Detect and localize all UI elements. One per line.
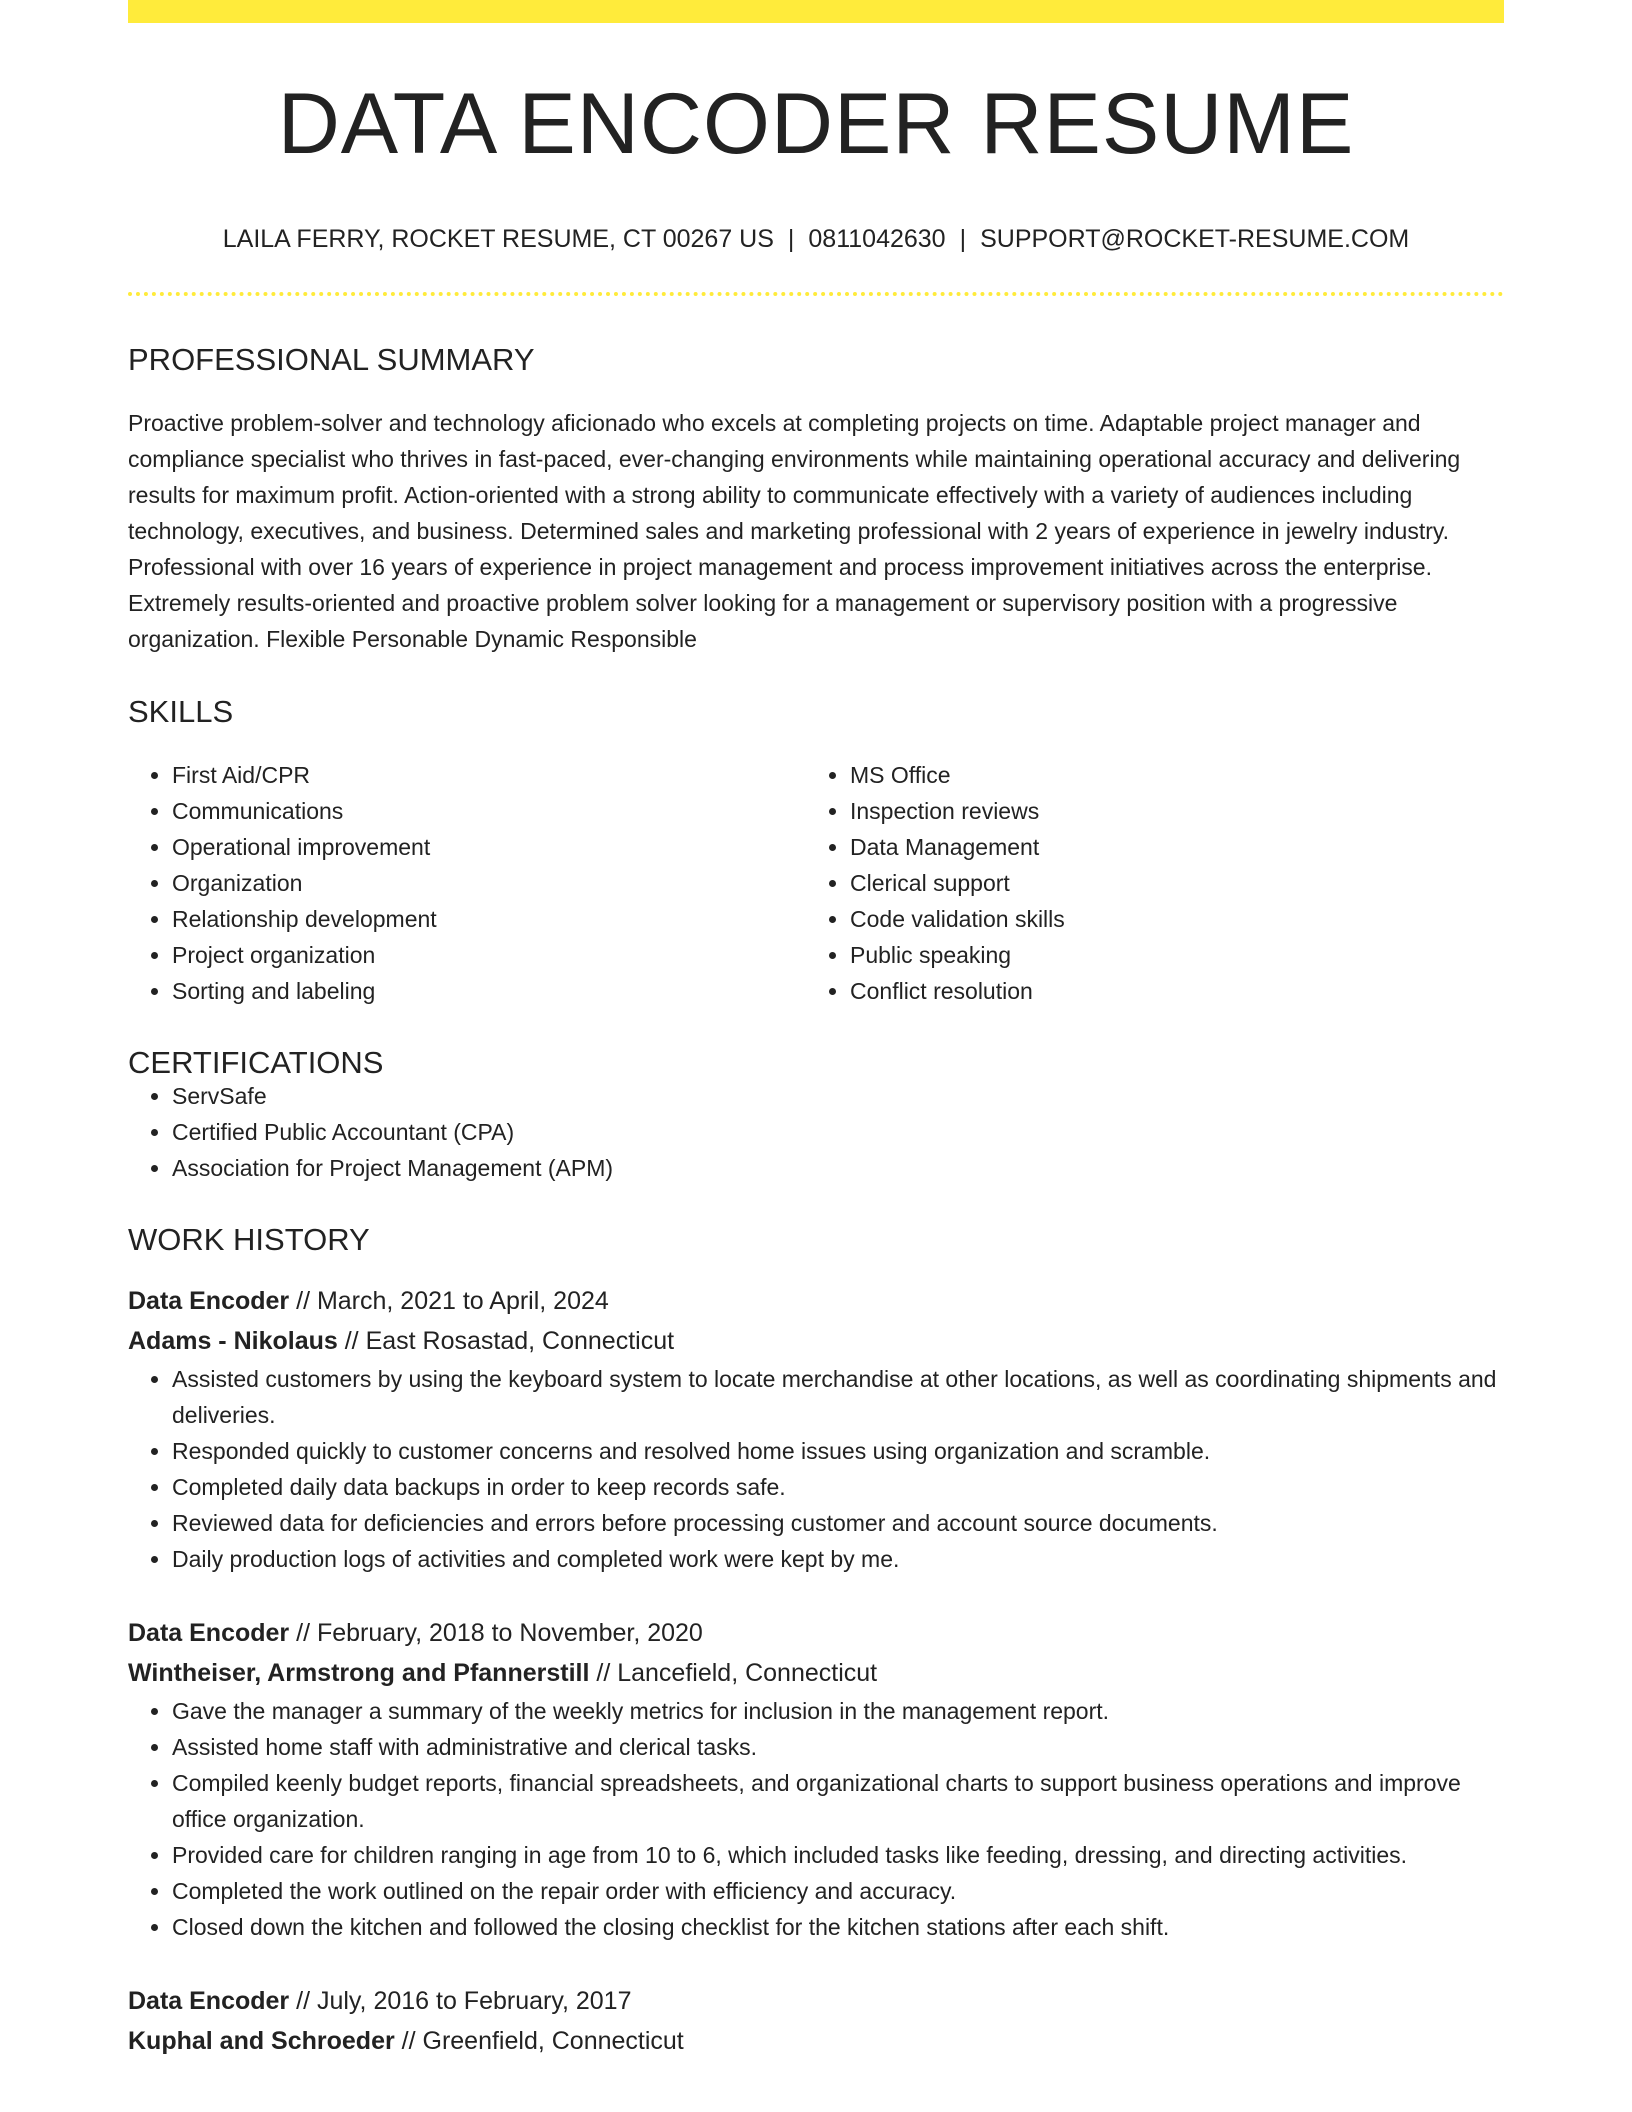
summary-heading: PROFESSIONAL SUMMARY xyxy=(128,342,535,377)
job-title-line xyxy=(128,1281,1504,1321)
job-dates: // March, 2021 to April, 2024 xyxy=(289,1287,609,1315)
skill-item: • Operational improvement xyxy=(172,829,806,865)
job-bullet: • Assisted customers by using the keyboard system to locate merchandise at other locations, as well as coordinating shipments and deliveries. xyxy=(172,1361,1504,1433)
contact-separator: | xyxy=(787,225,795,253)
certifications-heading: CERTIFICATIONS xyxy=(128,1045,384,1080)
work-history-heading: WORK HISTORY xyxy=(128,1222,370,1257)
job-bullet: • Reviewed data for deficiencies and errors before processing customer and account source documents. xyxy=(172,1505,1504,1541)
job-title: Data Encoder xyxy=(128,1987,290,2015)
contact-line xyxy=(128,227,1504,252)
job-title-line xyxy=(128,1981,1504,2021)
dotted-divider xyxy=(128,292,1504,296)
job-bullet: • Compiled keenly budget reports, financial spreadsheets, and organizational charts to support business operations and improve office organization. xyxy=(172,1765,1504,1837)
job-bullet: • Completed the work outlined on the repair order with efficiency and accuracy. xyxy=(172,1873,1504,1909)
skill-item: • Data Management xyxy=(850,829,1484,865)
job-title: Data Encoder xyxy=(128,1619,290,1647)
certification-item: • Certified Public Accountant (CPA) xyxy=(172,1114,1504,1150)
job-entry xyxy=(128,1613,1504,1945)
job-entry xyxy=(128,1981,1504,2061)
contact-separator: | xyxy=(959,225,967,253)
certification-item: • ServSafe xyxy=(172,1078,1504,1114)
skill-item: • Project organization xyxy=(172,937,806,973)
skill-item: • MS Office xyxy=(850,757,1484,793)
skills-list-left xyxy=(128,757,806,1009)
skills-list-right xyxy=(806,757,1484,1009)
skill-item: • Clerical support xyxy=(850,865,1484,901)
skill-item: • Public speaking xyxy=(850,937,1484,973)
certifications-list xyxy=(128,1078,1504,1186)
summary-text: Proactive problem-solver and technology aficionado who excels at completing projects on time. Adaptable project manager and compliance specialist who thrives in fast-paced, ever-changing environments while maintaining operational accuracy and delivering results for maximum profit. Action-oriented with a strong ability to communicate effectively with a variety of audiences including technology, executives, and business. Determined sales and marketing professional with 2 years of experience in jewelry industry. Professional with over 16 years of experience in project management and process improvement initiatives across the enterprise. Extremely results-oriented and proactive problem solver looking for a management or supervisory position with a progressive organization. Flexible Personable Dynamic Responsible xyxy=(128,410,1461,652)
skill-item: • Conflict resolution xyxy=(850,973,1484,1009)
skill-item: • Organization xyxy=(172,865,806,901)
job-location: // Lancefield, Connecticut xyxy=(589,1659,878,1687)
skills-heading: SKILLS xyxy=(128,694,234,729)
resume-title: DATA ENCODER RESUME xyxy=(277,76,1355,172)
job-bullet: • Daily production logs of activities and completed work were kept by me. xyxy=(172,1541,1504,1577)
resume-page xyxy=(128,0,1504,2061)
job-dates: // February, 2018 to November, 2020 xyxy=(289,1619,703,1647)
skill-item: • Inspection reviews xyxy=(850,793,1484,829)
job-title: Data Encoder xyxy=(128,1287,290,1315)
job-company: Kuphal and Schroeder xyxy=(128,2027,395,2055)
job-bullet-list xyxy=(128,1361,1504,1577)
job-location: // Greenfield, Connecticut xyxy=(394,2027,684,2055)
skills-grid xyxy=(128,757,1504,1009)
job-bullet: • Assisted home staff with administrative and clerical tasks. xyxy=(172,1729,1504,1765)
skill-item: • Code validation skills xyxy=(850,901,1484,937)
job-company-line xyxy=(128,1653,1504,1693)
skills-column-left xyxy=(128,757,806,1009)
job-title-line xyxy=(128,1613,1504,1653)
skill-item: • First Aid/CPR xyxy=(172,757,806,793)
contact-email: SUPPORT@ROCKET-RESUME.COM xyxy=(980,225,1410,253)
contact-phone: 0811042630 xyxy=(808,225,946,253)
job-bullet: • Provided care for children ranging in age from 10 to 6, which included tasks like feeding, dressing, and directing activities. xyxy=(172,1837,1504,1873)
job-bullet: • Responded quickly to customer concerns and resolved home issues using organization and scramble. xyxy=(172,1433,1504,1469)
job-bullet: • Gave the manager a summary of the weekly metrics for inclusion in the management report. xyxy=(172,1693,1504,1729)
skill-item: • Communications xyxy=(172,793,806,829)
top-accent-bar xyxy=(128,0,1504,23)
job-entry xyxy=(128,1281,1504,1577)
certification-item: • Association for Project Management (APM) xyxy=(172,1150,1504,1186)
job-company-line xyxy=(128,1321,1504,1361)
job-location: // East Rosastad, Connecticut xyxy=(337,1327,675,1355)
skills-column-right xyxy=(806,757,1484,1009)
job-bullet: • Completed daily data backups in order to keep records safe. xyxy=(172,1469,1504,1505)
job-company: Adams - Nikolaus xyxy=(128,1327,338,1355)
job-bullet-list xyxy=(128,1693,1504,1945)
skill-item: • Sorting and labeling xyxy=(172,973,806,1009)
job-dates: // July, 2016 to February, 2017 xyxy=(289,1987,632,2015)
job-company: Wintheiser, Armstrong and Pfannerstill xyxy=(128,1659,590,1687)
job-bullet: • Closed down the kitchen and followed the closing checklist for the kitchen stations after each shift. xyxy=(172,1909,1504,1945)
skill-item: • Relationship development xyxy=(172,901,806,937)
contact-address: LAILA FERRY, ROCKET RESUME, CT 00267 US xyxy=(222,225,774,253)
job-company-line xyxy=(128,2021,1504,2061)
work-history-list xyxy=(128,1281,1504,2061)
